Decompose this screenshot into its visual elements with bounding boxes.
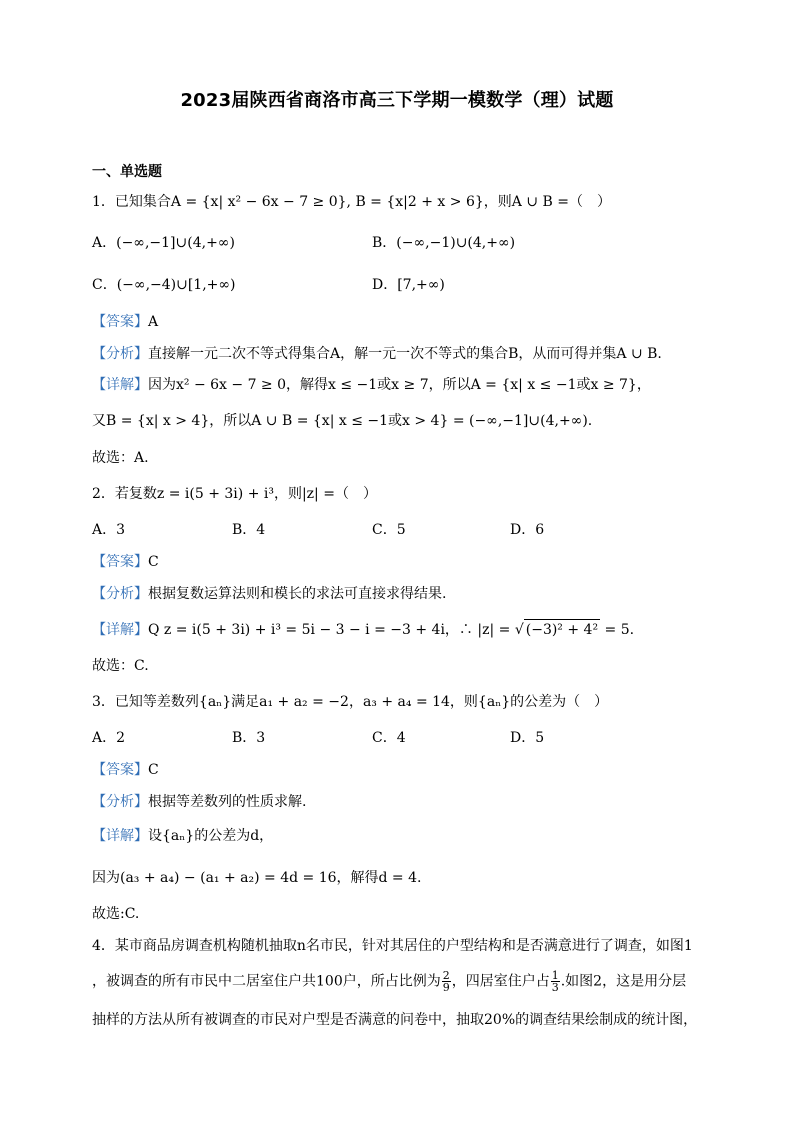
answer-tag: 【答案】 xyxy=(92,314,148,330)
detail-text: 因为x² − 6x − 7 ≥ 0，解得x ≤ −1或x ≥ 7，所以A = {x| x ≤ −1或x ≥ 7}， xyxy=(148,377,651,393)
q2-analysis xyxy=(92,584,446,604)
q2-option-c: C．5 xyxy=(372,522,406,538)
section-heading: 一、单选题 xyxy=(92,164,162,180)
analysis-text: 根据等差数列的性质求解. xyxy=(148,794,307,810)
fraction-two-ninths xyxy=(442,970,451,993)
detail-tag: 【详解】 xyxy=(92,622,148,638)
q3-option-c: C．4 xyxy=(372,730,406,746)
q1-stem: 1．已知集合A = {x| x² − 6x − 7 ≥ 0}, B = {x|2 + x > 6}，则A ∪ B =（ ） xyxy=(92,194,611,210)
q1-choose: 故选：A. xyxy=(92,450,149,466)
answer-value: C xyxy=(148,762,159,778)
q2-answer xyxy=(92,552,159,572)
q4-text-a: ，被调查的所有市民中二居室住户共100户，所占比例为 xyxy=(92,973,441,990)
q4-stem-line3: 抽样的方法从所有被调查的市民对户型是否满意的问卷中，抽取20%的调查结果绘制成的统计图， xyxy=(92,1012,698,1028)
q1-option-b: B．(−∞,−1)∪(4,+∞) xyxy=(372,235,516,251)
detail-text: 设{aₙ}的公差为d， xyxy=(148,828,274,844)
sqrt-radicand: (−3)² + 4² xyxy=(524,619,600,640)
detail-text: Q z = i(5 + 3i) + i³ = 5i − 3 − i = −3 + 4i，∴ |z| = xyxy=(148,622,515,638)
q1-option-c: C．(−∞,−4)∪[1,+∞) xyxy=(92,277,236,293)
q2-detail xyxy=(92,619,634,640)
q1-answer xyxy=(92,312,158,332)
fraction-denominator: 3 xyxy=(551,981,559,994)
fraction-numerator: 1 xyxy=(551,969,559,982)
analysis-text: 直接解一元二次不等式得集合A，解一元一次不等式的集合B，从而可得并集A ∪ B. xyxy=(148,346,662,362)
page-title: 2023届陕西省商洛市高三下学期一模数学（理）试题 xyxy=(180,90,614,111)
q2-option-a: A．3 xyxy=(92,522,126,538)
fraction-one-third xyxy=(551,970,560,993)
q1-options-row2 xyxy=(92,275,445,295)
q1-options-row1 xyxy=(92,233,515,253)
fraction-numerator: 2 xyxy=(442,969,450,982)
analysis-text: 根据复数运算法则和模长的求法可直接求得结果. xyxy=(148,586,447,602)
q3-detail xyxy=(92,826,273,846)
answer-tag: 【答案】 xyxy=(92,554,148,570)
sqrt-sign: √ xyxy=(514,622,524,638)
q2-option-b: B．4 xyxy=(232,522,266,538)
detail-tag: 【详解】 xyxy=(92,828,148,844)
q2-options xyxy=(92,520,544,540)
q1-analysis xyxy=(92,344,662,364)
q2-stem: 2．若复数z = i(5 + 3i) + i³，则|z| =（ ） xyxy=(92,486,377,502)
q1-option-d: D．[7,+∞) xyxy=(372,277,445,293)
q3-option-b: B．3 xyxy=(232,730,266,746)
q3-analysis xyxy=(92,792,306,812)
q2-option-d: D．6 xyxy=(510,522,545,538)
fraction-denominator: 9 xyxy=(442,981,450,994)
q3-stem: 3．已知等差数列{aₙ}满足a₁ + a₂ = −2，a₃ + a₄ = 14，则{aₙ}的公差为（ ） xyxy=(92,694,609,710)
q4-text-b: ，四居室住户占 xyxy=(451,973,550,990)
q2-choose: 故选：C. xyxy=(92,658,149,674)
q3-option-d: D．5 xyxy=(510,730,545,746)
q3-detail-line2: 因为(a₃ + a₄) − (a₁ + a₂) = 4d = 16，解得d = 4. xyxy=(92,870,422,886)
q3-option-a: A．2 xyxy=(92,730,126,746)
q3-choose: 故选:C. xyxy=(92,906,140,922)
detail-result: = 5. xyxy=(600,622,635,638)
q1-detail xyxy=(92,375,651,395)
q4-text-c: .如图2，这是用分层 xyxy=(560,973,687,990)
analysis-tag: 【分析】 xyxy=(92,794,148,810)
q4-stem-line2 xyxy=(92,970,686,993)
answer-value: A xyxy=(148,314,159,330)
analysis-tag: 【分析】 xyxy=(92,586,148,602)
q1-detail-line2: 又B = {x| x > 4}，所以A ∪ B = {x| x ≤ −1或x > 4} = (−∞,−1]∪(4,+∞). xyxy=(92,413,593,429)
answer-tag: 【答案】 xyxy=(92,762,148,778)
analysis-tag: 【分析】 xyxy=(92,346,148,362)
detail-tag: 【详解】 xyxy=(92,377,148,393)
q4-stem-line1: 4．某市商品房调查机构随机抽取n名市民，针对其居住的户型结构和是否满意进行了调查，如图1 xyxy=(92,938,693,954)
q3-options xyxy=(92,728,544,748)
q1-option-a: A．(−∞,−1]∪(4,+∞) xyxy=(92,235,235,251)
answer-value: C xyxy=(148,554,159,570)
q3-answer xyxy=(92,760,159,780)
